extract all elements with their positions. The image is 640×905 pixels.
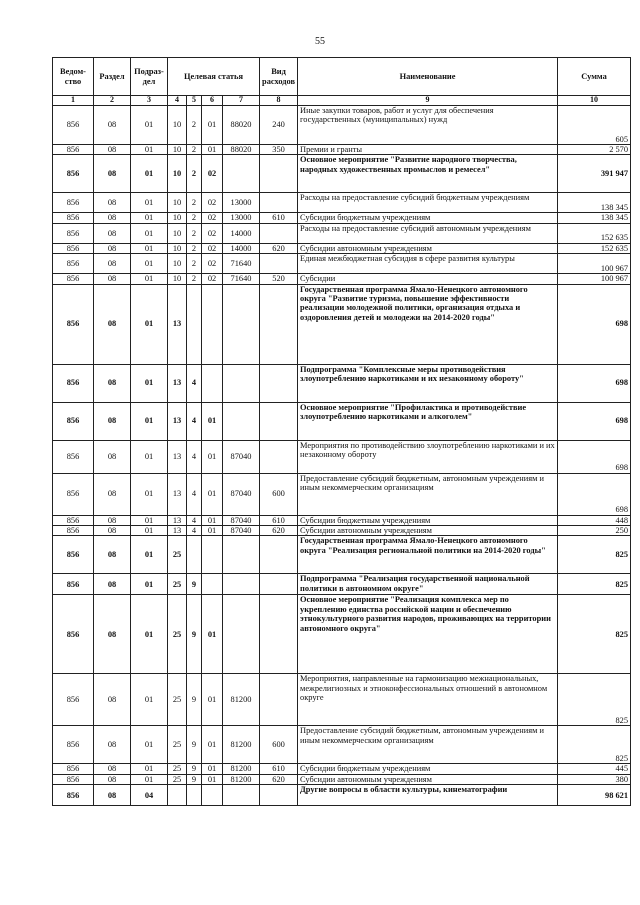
cell-dept: 856 [53, 473, 94, 515]
table-row [53, 223, 631, 243]
cell-direction [223, 785, 260, 806]
cell-section: 08 [94, 155, 131, 193]
cell-section: 08 [94, 254, 131, 274]
cell-activity: 02 [202, 254, 223, 274]
cell-direction [223, 574, 260, 595]
cell-name: Подпрограмма "Реализация государственной национальной политики в автономном округе" [298, 574, 558, 595]
cell-dept: 856 [53, 515, 94, 525]
cell-direction [223, 595, 260, 674]
cell-name: Расходы на предоставление субсидий автономным учреждениям [298, 223, 558, 243]
cell-sum: 152 635 [558, 223, 631, 243]
cell-exp-type: 610 [260, 213, 298, 223]
header-row [53, 58, 631, 96]
cell-program: 10 [168, 213, 187, 223]
cell-subsection: 01 [131, 726, 168, 764]
table-row [53, 515, 631, 525]
cell-exp-type [260, 193, 298, 213]
cell-sum: 825 [558, 574, 631, 595]
cell-dept: 856 [53, 574, 94, 595]
cell-name: Иные закупки товаров, работ и услуг для обеспечения государственных (муниципальных) нужд [298, 106, 558, 145]
cell-exp-type [260, 284, 298, 364]
header-name: Наименование [298, 58, 558, 96]
cell-sum: 380 [558, 774, 631, 784]
cell-subprogram: 2 [187, 155, 202, 193]
cell-sum: 825 [558, 536, 631, 574]
cell-section: 08 [94, 764, 131, 774]
cell-name: Субсидии автономным учреждениям [298, 243, 558, 253]
cell-section: 08 [94, 223, 131, 243]
cell-direction: 14000 [223, 243, 260, 253]
col-number: 9 [298, 96, 558, 106]
cell-sum: 98 621 [558, 785, 631, 806]
cell-name: Субсидии автономным учреждениям [298, 526, 558, 536]
cell-activity [202, 364, 223, 402]
cell-subprogram: 9 [187, 774, 202, 784]
table-row [53, 785, 631, 806]
cell-section: 08 [94, 213, 131, 223]
cell-activity: 01 [202, 674, 223, 726]
cell-subprogram: 9 [187, 726, 202, 764]
cell-exp-type: 520 [260, 274, 298, 284]
cell-sum: 698 [558, 364, 631, 402]
cell-dept: 856 [53, 526, 94, 536]
cell-dept: 856 [53, 440, 94, 473]
cell-subsection: 01 [131, 155, 168, 193]
cell-subsection: 01 [131, 284, 168, 364]
cell-subsection: 01 [131, 440, 168, 473]
cell-subsection: 01 [131, 526, 168, 536]
cell-subprogram: 4 [187, 402, 202, 440]
cell-subprogram [187, 284, 202, 364]
cell-section: 08 [94, 774, 131, 784]
cell-direction: 14000 [223, 223, 260, 243]
cell-section: 08 [94, 473, 131, 515]
cell-activity: 02 [202, 193, 223, 213]
cell-subsection: 01 [131, 574, 168, 595]
cell-exp-type [260, 402, 298, 440]
cell-activity: 01 [202, 145, 223, 155]
cell-section: 08 [94, 145, 131, 155]
cell-subprogram: 4 [187, 526, 202, 536]
cell-direction [223, 284, 260, 364]
cell-activity [202, 284, 223, 364]
cell-sum: 698 [558, 284, 631, 364]
cell-subsection: 01 [131, 213, 168, 223]
table-row [53, 595, 631, 674]
cell-program: 25 [168, 674, 187, 726]
cell-section: 08 [94, 284, 131, 364]
cell-subprogram: 2 [187, 223, 202, 243]
cell-sum: 698 [558, 473, 631, 515]
column-number-row [53, 96, 631, 106]
cell-name: Основное мероприятие "Реализация комплекса мер по укреплению единства российской нации и обеспечению этнокультурного развития народов, проживающих на территории автономного округа" [298, 595, 558, 674]
cell-program: 10 [168, 243, 187, 253]
cell-exp-type [260, 254, 298, 274]
table-row [53, 193, 631, 213]
cell-name: Мероприятия по противодействию злоупотреблению наркотиками и их незаконному обороту [298, 440, 558, 473]
cell-direction: 87040 [223, 515, 260, 525]
cell-subsection: 01 [131, 774, 168, 784]
cell-section: 08 [94, 674, 131, 726]
cell-section: 08 [94, 526, 131, 536]
cell-dept: 856 [53, 274, 94, 284]
col-number: 1 [53, 96, 94, 106]
cell-subsection: 01 [131, 145, 168, 155]
cell-subprogram: 9 [187, 574, 202, 595]
cell-activity: 01 [202, 473, 223, 515]
cell-program: 25 [168, 726, 187, 764]
cell-exp-type: 240 [260, 106, 298, 145]
cell-subsection: 01 [131, 106, 168, 145]
cell-direction: 81200 [223, 774, 260, 784]
cell-exp-type: 600 [260, 473, 298, 515]
cell-section: 08 [94, 785, 131, 806]
cell-dept: 856 [53, 536, 94, 574]
cell-subsection: 01 [131, 364, 168, 402]
cell-direction: 13000 [223, 193, 260, 213]
cell-program: 25 [168, 536, 187, 574]
cell-subprogram: 4 [187, 364, 202, 402]
cell-direction: 71640 [223, 274, 260, 284]
cell-direction: 81200 [223, 764, 260, 774]
cell-program: 25 [168, 595, 187, 674]
cell-subprogram: 2 [187, 243, 202, 253]
cell-program: 13 [168, 364, 187, 402]
cell-section: 08 [94, 726, 131, 764]
cell-dept: 856 [53, 764, 94, 774]
table-row [53, 243, 631, 253]
cell-subsection: 01 [131, 223, 168, 243]
cell-subsection: 01 [131, 473, 168, 515]
cell-activity: 01 [202, 726, 223, 764]
cell-sum: 100 967 [558, 254, 631, 274]
cell-subsection: 01 [131, 536, 168, 574]
cell-exp-type [260, 364, 298, 402]
cell-dept: 856 [53, 193, 94, 213]
cell-program: 10 [168, 106, 187, 145]
cell-activity: 02 [202, 213, 223, 223]
cell-name: Государственная программа Ямало-Ненецкого автономного округа "Развитие туризма, повышение эффективности реализации молодежной политики, организация отдыха и оздоровления детей и молодежи на 2014-2020 годы" [298, 284, 558, 364]
cell-section: 08 [94, 515, 131, 525]
cell-sum: 100 967 [558, 274, 631, 284]
cell-activity: 02 [202, 274, 223, 284]
cell-program: 10 [168, 145, 187, 155]
cell-sum: 138 345 [558, 213, 631, 223]
cell-program: 13 [168, 402, 187, 440]
cell-name: Основное мероприятие "Профилактика и противодействие злоупотреблению наркотиками и алкоголем" [298, 402, 558, 440]
col-number: 6 [202, 96, 223, 106]
cell-section: 08 [94, 536, 131, 574]
cell-activity: 01 [202, 595, 223, 674]
cell-direction: 13000 [223, 213, 260, 223]
table-row [53, 106, 631, 145]
col-number: 3 [131, 96, 168, 106]
cell-subsection: 01 [131, 764, 168, 774]
cell-name: Мероприятия, направленные на гармонизацию межнациональных, межрелигиозных и этноконфессиональных отношений в автономном округе [298, 674, 558, 726]
cell-name: Субсидии бюджетным учреждениям [298, 764, 558, 774]
cell-direction: 81200 [223, 726, 260, 764]
cell-dept: 856 [53, 402, 94, 440]
cell-subprogram: 4 [187, 473, 202, 515]
cell-subprogram [187, 785, 202, 806]
cell-exp-type: 350 [260, 145, 298, 155]
cell-sum: 825 [558, 726, 631, 764]
cell-direction [223, 402, 260, 440]
cell-subprogram: 2 [187, 193, 202, 213]
cell-direction: 71640 [223, 254, 260, 274]
cell-program: 13 [168, 515, 187, 525]
header-section: Раздел [94, 58, 131, 96]
cell-direction: 81200 [223, 674, 260, 726]
col-number: 7 [223, 96, 260, 106]
cell-program: 10 [168, 254, 187, 274]
cell-program: 25 [168, 764, 187, 774]
cell-sum: 391 947 [558, 155, 631, 193]
cell-program: 10 [168, 155, 187, 193]
cell-activity: 02 [202, 243, 223, 253]
cell-activity [202, 574, 223, 595]
header-target: Целевая статья [168, 58, 260, 96]
cell-activity: 01 [202, 106, 223, 145]
table-row [53, 473, 631, 515]
cell-sum: 605 [558, 106, 631, 145]
table-row [53, 402, 631, 440]
cell-dept: 856 [53, 774, 94, 784]
cell-subprogram: 9 [187, 595, 202, 674]
cell-name: Субсидии бюджетным учреждениям [298, 515, 558, 525]
col-number: 8 [260, 96, 298, 106]
col-number: 10 [558, 96, 631, 106]
cell-name: Предоставление субсидий бюджетным, автономным учреждениям и иным некоммерческим организациям [298, 473, 558, 515]
cell-exp-type [260, 595, 298, 674]
table-row [53, 274, 631, 284]
cell-direction [223, 364, 260, 402]
cell-activity: 02 [202, 155, 223, 193]
cell-exp-type [260, 674, 298, 726]
cell-subprogram: 9 [187, 674, 202, 726]
cell-sum: 448 [558, 515, 631, 525]
cell-subprogram [187, 536, 202, 574]
cell-program: 10 [168, 193, 187, 213]
cell-subsection: 01 [131, 274, 168, 284]
budget-table [52, 57, 631, 806]
cell-name: Расходы на предоставление субсидий бюджетным учреждениям [298, 193, 558, 213]
cell-section: 08 [94, 106, 131, 145]
cell-program: 25 [168, 774, 187, 784]
cell-activity: 01 [202, 402, 223, 440]
cell-dept: 856 [53, 223, 94, 243]
cell-name: Субсидии автономным учреждениям [298, 774, 558, 784]
table-row [53, 213, 631, 223]
cell-section: 08 [94, 402, 131, 440]
cell-exp-type: 620 [260, 243, 298, 253]
cell-subprogram: 2 [187, 254, 202, 274]
cell-activity [202, 785, 223, 806]
cell-exp-type [260, 440, 298, 473]
cell-section: 08 [94, 574, 131, 595]
cell-program: 25 [168, 574, 187, 595]
table-row [53, 536, 631, 574]
table-row [53, 674, 631, 726]
cell-subprogram: 2 [187, 274, 202, 284]
cell-activity [202, 536, 223, 574]
cell-exp-type: 600 [260, 726, 298, 764]
table-row [53, 440, 631, 473]
cell-program: 10 [168, 274, 187, 284]
cell-sum: 825 [558, 595, 631, 674]
cell-dept: 856 [53, 106, 94, 145]
cell-exp-type: 610 [260, 764, 298, 774]
cell-subprogram: 4 [187, 515, 202, 525]
table-row [53, 774, 631, 784]
cell-direction: 87040 [223, 526, 260, 536]
cell-program: 13 [168, 284, 187, 364]
cell-subsection: 01 [131, 402, 168, 440]
cell-sum: 152 635 [558, 243, 631, 253]
cell-name: Подпрограмма "Комплексные меры противодействия злоупотреблению наркотиками и их незаконному обороту" [298, 364, 558, 402]
cell-subprogram: 2 [187, 213, 202, 223]
cell-name: Другие вопросы в области культуры, кинематографии [298, 785, 558, 806]
cell-dept: 856 [53, 364, 94, 402]
cell-activity: 01 [202, 774, 223, 784]
col-number: 4 [168, 96, 187, 106]
cell-program: 13 [168, 473, 187, 515]
cell-section: 08 [94, 274, 131, 284]
cell-subprogram: 2 [187, 145, 202, 155]
cell-activity: 01 [202, 440, 223, 473]
page-number: 55 [315, 36, 325, 47]
cell-sum: 698 [558, 440, 631, 473]
header-exp-type: Вид расходов [260, 58, 298, 96]
cell-section: 08 [94, 243, 131, 253]
cell-direction: 88020 [223, 145, 260, 155]
header-dept: Ведом-ство [53, 58, 94, 96]
cell-dept: 856 [53, 785, 94, 806]
cell-section: 08 [94, 364, 131, 402]
cell-sum: 825 [558, 674, 631, 726]
table-row [53, 145, 631, 155]
cell-subsection: 01 [131, 243, 168, 253]
cell-dept: 856 [53, 595, 94, 674]
cell-exp-type [260, 785, 298, 806]
cell-name: Предоставление субсидий бюджетным, автономным учреждениям и иным некоммерческим организациям [298, 726, 558, 764]
cell-exp-type: 610 [260, 515, 298, 525]
cell-sum: 445 [558, 764, 631, 774]
cell-name: Премии и гранты [298, 145, 558, 155]
table-row [53, 764, 631, 774]
cell-section: 08 [94, 440, 131, 473]
table-row [53, 155, 631, 193]
cell-exp-type [260, 223, 298, 243]
cell-program: 13 [168, 440, 187, 473]
header-subsection: Подраз-дел [131, 58, 168, 96]
cell-subsection: 04 [131, 785, 168, 806]
cell-dept: 856 [53, 213, 94, 223]
table-row [53, 574, 631, 595]
cell-name: Субсидии бюджетным учреждениям [298, 213, 558, 223]
cell-subprogram: 4 [187, 440, 202, 473]
cell-sum: 698 [558, 402, 631, 440]
cell-subsection: 01 [131, 674, 168, 726]
table-row [53, 526, 631, 536]
cell-exp-type [260, 536, 298, 574]
cell-dept: 856 [53, 155, 94, 193]
cell-direction: 87040 [223, 440, 260, 473]
cell-subsection: 01 [131, 254, 168, 274]
table-row [53, 284, 631, 364]
cell-dept: 856 [53, 284, 94, 364]
col-number: 5 [187, 96, 202, 106]
cell-sum: 138 345 [558, 193, 631, 213]
cell-activity: 01 [202, 764, 223, 774]
cell-dept: 856 [53, 243, 94, 253]
col-number: 2 [94, 96, 131, 106]
cell-name: Государственная программа Ямало-Ненецкого автономного округа "Реализация региональной политики на 2014-2020 годы" [298, 536, 558, 574]
cell-program [168, 785, 187, 806]
cell-exp-type [260, 574, 298, 595]
cell-dept: 856 [53, 674, 94, 726]
cell-direction: 87040 [223, 473, 260, 515]
table-body [53, 106, 631, 806]
table-row [53, 364, 631, 402]
cell-activity: 02 [202, 223, 223, 243]
cell-subsection: 01 [131, 515, 168, 525]
cell-direction: 88020 [223, 106, 260, 145]
cell-dept: 856 [53, 726, 94, 764]
cell-program: 13 [168, 526, 187, 536]
cell-section: 08 [94, 193, 131, 213]
table-row [53, 726, 631, 764]
cell-exp-type [260, 155, 298, 193]
cell-subprogram: 9 [187, 764, 202, 774]
cell-subprogram: 2 [187, 106, 202, 145]
table-row [53, 254, 631, 274]
cell-name: Основное мероприятие "Развитие народного творчества, народных художественных промыслов и ремесел" [298, 155, 558, 193]
cell-direction [223, 155, 260, 193]
cell-exp-type: 620 [260, 526, 298, 536]
cell-activity: 01 [202, 526, 223, 536]
cell-section: 08 [94, 595, 131, 674]
cell-direction [223, 536, 260, 574]
cell-dept: 856 [53, 254, 94, 274]
cell-program: 10 [168, 223, 187, 243]
cell-activity: 01 [202, 515, 223, 525]
cell-name: Единая межбюджетная субсидия в сфере развития культуры [298, 254, 558, 274]
cell-exp-type: 620 [260, 774, 298, 784]
cell-subsection: 01 [131, 193, 168, 213]
cell-sum: 250 [558, 526, 631, 536]
cell-dept: 856 [53, 145, 94, 155]
cell-subsection: 01 [131, 595, 168, 674]
cell-name: Субсидии [298, 274, 558, 284]
cell-sum: 2 570 [558, 145, 631, 155]
header-sum: Сумма [558, 58, 631, 96]
